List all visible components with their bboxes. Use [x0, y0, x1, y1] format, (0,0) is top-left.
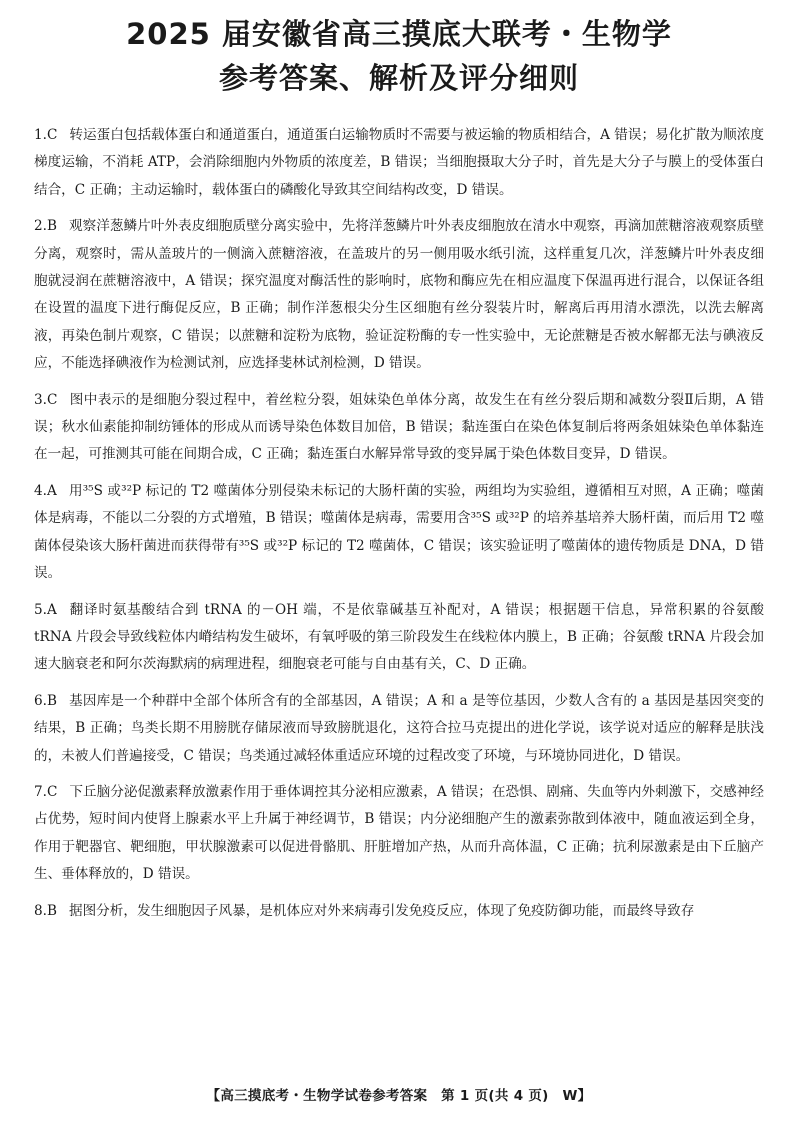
answer-item-2 — [34, 213, 764, 377]
item-explanation: 观察洋葱鳞片叶外表皮细胞质壁分离实验中，先将洋葱鳞片叶外表皮细胞放在清水中观察，再滴加蔗糖溶液观察质壁分离，观察时，需从盖玻片的一侧滴入蔗糖溶液，在盖玻片的另一侧用吸水纸引流，这样重复几次，洋葱鳞片叶外表皮细胞就浸润在蔗糖溶液中，A 错误；探究温度对酶活性的影响时，底物和酶应先在相应温度下保温再进行混合，以保证各组在设置的温度下进行酶促反应，B 正确；制作洋葱根尖分生区细胞有丝分裂装片时，解离后再用清水漂洗，以洗去解离液，再染色制片观察，C 错误；以蔗糖和淀粉为底物，验证淀粉酶的专一性实验中，无论蔗糖是否被水解都无法与碘液反应，不能选择碘液作为检测试剂，应选择斐林试剂检测，D 错误。 — [34, 218, 764, 372]
item-answer: C — [46, 783, 58, 800]
item-number: 2. — [34, 218, 47, 235]
item-answer: A — [46, 482, 57, 499]
item-answer: B — [46, 692, 57, 709]
item-explanation: 图中表示的是细胞分裂过程中，着丝粒分裂，姐妹染色单体分离，故发生在有丝分裂后期和减数分裂Ⅱ后期，A 错误；秋水仙素能抑制纺锤体的形成从而诱导染色体数目加倍，B 错误；黏连蛋白在染色体复制后将两条姐妹染色单体黏连在一起，可推测其可能在间期合成，C 正确；黏连蛋白水解异常导致的变异属于染色体数目变异，D 错误。 — [34, 391, 764, 463]
item-answer: A — [46, 601, 57, 618]
item-number: 3. — [34, 391, 47, 408]
item-answer: C — [46, 127, 58, 143]
item-explanation: 转运蛋白包括载体蛋白和通道蛋白，通道蛋白运输物质时不需要与被运输的物质相结合，A 错误；易化扩散为顺浓度梯度运输，不消耗 ATP，会消除细胞内外物质的浓度差，B 错误；当细胞摄取大分子时，首先是大分子与膜上的受体蛋白结合，C 正确；主动运输时，载体蛋白的磷酸化导致其空间结构改变，D 错误。 — [34, 127, 764, 198]
item-number: 6. — [34, 692, 47, 709]
item-explanation: 下丘脑分泌促激素释放激素作用于垂体调控其分泌相应激素，A 错误；在恐惧、剧痛、失血等内外刺激下，交感神经占优势，短时间内使肾上腺素水平上升属于神经调节，B 错误；内分泌细胞产生的激素弥散到体液中，随血液运到全身，作用于靶器官、靶细胞，甲状腺激素可以促进骨骼肌、肝脏增加产热，从而升高体温，C 正确；抗利尿激素是由下丘脑产生、垂体释放的，D 错误。 — [34, 783, 764, 883]
answer-item-4 — [34, 478, 764, 588]
answer-item-8 — [34, 898, 764, 925]
item-number: 5. — [34, 601, 47, 618]
answer-list — [34, 122, 764, 934]
item-explanation: 用³⁵S 或³²P 标记的 T2 噬菌体分别侵染未标记的大肠杆菌的实验，两组均为实验组，遵循相互对照，A 正确；噬菌体是病毒，不能以二分裂的方式增殖，B 错误；噬菌体是病毒，需要用含³⁵S 或³²P 的培养基培养大肠杆菌，而后用 T2 噬菌体侵染该大肠杆菌进而获得带有³⁵S 或³²P 标记的 T2 噬菌体，C 错误；该实验证明了噬菌体的遗传物质是 DNA，D 错误。 — [34, 482, 764, 582]
answer-item-5 — [34, 597, 764, 679]
item-answer: B — [46, 902, 57, 919]
page-subtitle: 参考答案、解析及评分细则 — [218, 61, 579, 95]
answer-item-6 — [34, 688, 764, 770]
item-number: 7. — [34, 783, 47, 800]
answer-item-7 — [34, 779, 764, 889]
item-explanation: 基因库是一个种群中全部个体所含有的全部基因，A 错误；A 和 a 是等位基因，少数人含有的 a 基因是基因突变的结果，B 正确；鸟类长期不用膀胱存储尿液而导致膀胱退化，这符合拉马克提出的进化学说，该学说对适应的解释是肤浅的，未被人们普遍接受，C 错误；鸟类通过减轻体重适应环境的过程改变了环境，与环境协同进化，D 错误。 — [34, 692, 764, 764]
item-number: 8. — [34, 902, 47, 919]
page-footer: 【高三摸底考・生物学试卷参考答案 第 1 页(共 4 页) W】 — [206, 1088, 592, 1104]
item-number: 4. — [34, 482, 47, 499]
item-answer: C — [46, 391, 58, 408]
answer-item-3 — [34, 387, 764, 469]
answer-item-1 — [34, 122, 764, 204]
item-answer: B — [46, 218, 57, 235]
page-title: 2025 届安徽省高三摸底大联考・生物学 — [126, 17, 672, 51]
item-explanation: 据图分析，发生细胞因子风暴，是机体应对外来病毒引发免疫反应，体现了免疫防御功能，而最终导致存 — [68, 902, 695, 919]
item-number: 1. — [34, 127, 47, 143]
item-explanation: 翻译时氨基酸结合到 tRNA 的－OH 端，不是依靠碱基互补配对，A 错误；根据题干信息，异常积累的谷氨酸 tRNA 片段会导致线粒体内嵴结构发生破坏，有氧呼吸的第三阶段发生在线粒体内膜上，B 正确；谷氨酸 tRNA 片段会加速大脑衰老和阿尔茨海默病的病理进程，细胞衰老可能与自由基有关，C、D 正确。 — [34, 601, 764, 673]
